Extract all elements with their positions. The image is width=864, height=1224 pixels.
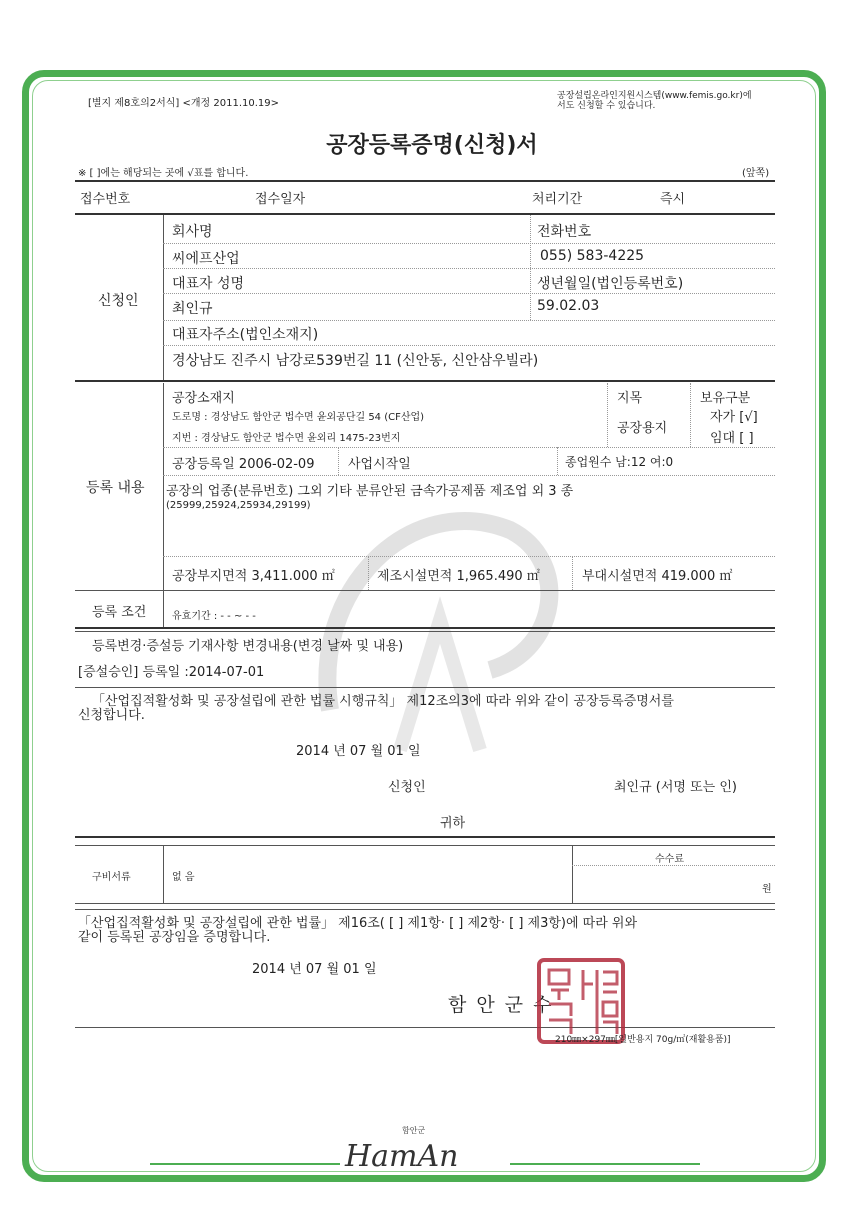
ownership-label: 보유구분 [700,391,751,406]
divider [75,213,775,215]
divider [572,556,573,590]
certify-date: 2014 년 07 월 01 일 [252,962,377,977]
footer-line-left [150,1163,340,1165]
divider [163,293,775,294]
online-note [557,91,752,111]
divider [163,383,164,590]
fee-unit: 원 [762,884,772,895]
change-entry: [증설승인] 등록일 :2014-07-01 [78,665,265,680]
divider [163,845,164,903]
manufacturing-area: 제조시설면적 1,965.490 ㎡ [377,569,540,584]
fee-label: 수수료 [655,854,684,865]
paper-spec: 210㎜×297㎜[일반용지 70g/㎡(재활용품)] [555,1035,731,1045]
divider [163,320,775,321]
registration-section-label: 등록 내용 [86,480,145,496]
divider [163,345,775,346]
lot-address: 지번 : 경상남도 함안군 법수면 윤외리 1475-23번지 [172,433,401,444]
divider [572,845,573,903]
rep-label: 대표자 성명 [172,276,245,292]
birth-label: 생년월일(법인등록번호) [537,276,684,292]
land-label: 지목 [617,391,643,406]
rep-address: 경상남도 진주시 남강로539번길 11 (신안동, 신안삼우빌라) [172,353,539,369]
online-note-line: 서도 신청할 수 있습니다. [557,101,656,111]
applicant-label: 신청인 [388,780,426,795]
divider [75,590,775,591]
location-label: 공장소재지 [172,391,235,406]
documents-value: 없 음 [172,872,195,883]
divider [75,631,775,632]
period-value: 즉시 [660,192,686,207]
road-address: 도로명 : 경상남도 함안군 법수면 윤외공단길 54 (CF산업) [172,412,425,423]
divider [75,845,775,846]
land-type: 공장용지 [617,421,668,436]
start-date-label: 사업시작일 [348,457,411,472]
divider [572,865,775,866]
applicant-section-label: 신청인 [98,293,139,309]
applicant-signature: 최인규 (서명 또는 인) [614,780,738,795]
auxiliary-area: 부대시설면적 419.000 ㎡ [582,569,733,584]
birth-date: 59.02.03 [537,298,600,314]
divider [163,268,775,269]
company-label: 회사명 [172,224,213,240]
divider [163,447,775,448]
receipt-no-label: 접수번호 [80,192,131,207]
addressee: 귀하 [440,816,466,831]
documents-label: 구비서류 [92,872,131,883]
divider [75,380,775,382]
phone-label: 전화번호 [537,224,592,240]
application-date: 2014 년 07 월 01 일 [296,744,421,759]
industry-codes: (25999,25924,25934,29199) [166,500,311,511]
divider [690,383,691,447]
divider [368,556,369,590]
page-title: 공장등록증명(신청)서 [326,133,538,158]
divider [338,447,339,475]
divider [557,447,558,475]
divider [75,909,775,910]
conditions-label: 등록 조건 [92,605,147,620]
divider [163,590,164,627]
page-side: (앞쪽) [742,168,770,179]
certify-text-line: 「산업집적활성화 및 공장설립에 관한 법률」 제16조( [ ] 제1항· [ ] 제2항· [ ] 제3항)에 따라 위와 [78,916,638,931]
site-area: 공장부지면적 3,411.000 ㎡ [172,569,335,584]
application-text [78,695,674,723]
changes-heading: 등록변경·증설등 기재사항 변경내용(변경 날짜 및 내용) [92,639,404,654]
employees: 종업원수 남:12 여:0 [565,455,674,469]
ownership-lease: 임대 [ ] [710,431,754,446]
divider [163,215,164,380]
check-note: ※ [ ]에는 해당되는 곳에 √표를 합니다. [78,168,249,179]
haman-logo: HamAn [345,1139,459,1174]
company-name: 씨에프산업 [172,251,240,267]
haman-logo-sub: 함안군 [402,1126,426,1135]
receipt-date-label: 접수일자 [255,192,306,207]
certify-text-line: 같이 등록된 공장임을 증명합니다. [78,930,271,945]
divider [75,180,775,182]
industry: 공장의 업종(분류번호) 그외 기타 분류안된 금속가공제품 제조업 외 3 종 [166,484,574,499]
footer-line-right [510,1163,700,1165]
issuer: 함 안 군 수 [448,994,554,1016]
divider [163,475,775,476]
divider [75,1027,775,1028]
online-note-line: 공장설립온라인지원시스템(www.femis.go.kr)에 [557,91,752,101]
divider [75,836,775,838]
application-text-line: 신청합니다. [78,708,145,723]
validity-period: 유효기간 : - - ~ - - [172,611,256,622]
divider [163,556,775,557]
phone-number: 055) 583-4225 [540,248,645,264]
application-text-line: 「산업집적활성화 및 공장설립에 관한 법률 시행규칙」 제12조의3에 따라 위와 같이 공장등록증명서를 [92,694,674,709]
divider [75,903,775,904]
rep-name: 최인규 [172,301,213,317]
divider [75,627,775,629]
divider [163,243,775,244]
divider [607,383,608,447]
form-code: [별지 제8호의2서식] <개정 2011.10.19> [88,98,280,109]
ownership-self: 자가 [√] [710,410,758,425]
certify-text [78,917,637,945]
registration-date: 공장등록일 2006-02-09 [172,457,315,472]
addr-label: 대표자주소(법인소재지) [172,327,319,343]
period-label: 처리기간 [532,192,583,207]
divider [75,687,775,688]
